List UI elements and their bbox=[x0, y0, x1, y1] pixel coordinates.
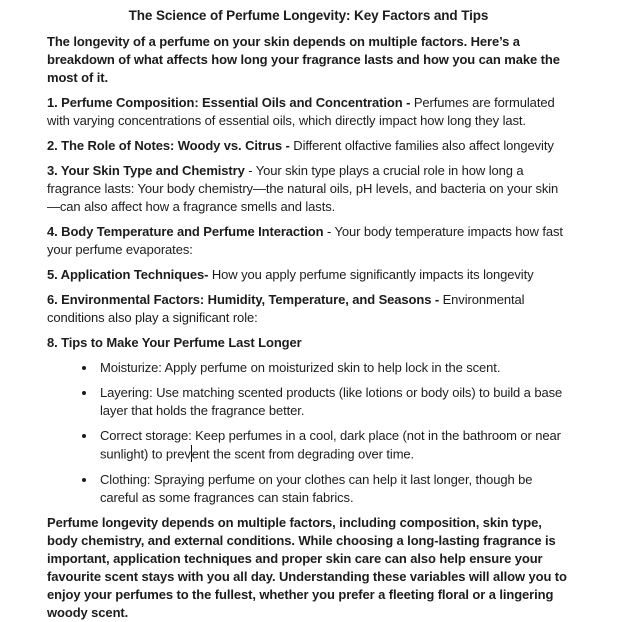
list-item bbox=[97, 384, 570, 420]
list-item bbox=[97, 471, 570, 507]
section-6-lead: 6. Environmental Factors: Humidity, Temperature, and Seasons - bbox=[47, 292, 440, 307]
section-paragraph-3 bbox=[47, 162, 570, 216]
section-1-lead: 1. Perfume Composition: Essential Oils and Concentration - bbox=[47, 95, 411, 110]
section-5-lead: 5. Application Techniques- bbox=[47, 267, 209, 282]
tip-clothing: Clothing: Spraying perfume on your clothes can help it last longer, though be careful as some fragrances can stain fabrics. bbox=[100, 471, 533, 505]
list-item bbox=[97, 427, 570, 464]
section-2-body: Different olfactive families also affect longevity bbox=[289, 138, 554, 153]
list-item bbox=[97, 359, 570, 377]
section-1-body: Perfumes are formulated with varying concentrations of essential oils, which directly impact how long they last. bbox=[47, 95, 555, 128]
page-title: The Science of Perfume Longevity: Key Factors and Tips bbox=[128, 8, 489, 23]
tip-storage-after-caret: ent the scent from degrading over time. bbox=[191, 446, 415, 462]
section-4-body: - Your body temperature impacts how fast your perfume evaporates: bbox=[47, 224, 563, 257]
section-5-body: How you apply perfume significantly impacts its longevity bbox=[208, 267, 534, 282]
section-paragraph-6 bbox=[47, 291, 570, 327]
intro-paragraph: The longevity of a perfume on your skin depends on multiple factors. Here’s a breakdown of what affects how long your fragrance lasts and how you can make the most of it. bbox=[47, 34, 560, 85]
section-6-body: Environmental conditions also play a significant role: bbox=[47, 292, 525, 325]
tips-list bbox=[47, 359, 570, 507]
section-2-lead: 2. The Role of Notes: Woody vs. Citrus - bbox=[47, 138, 290, 153]
tip-layering: Layering: Use matching scented products (like lotions or body oils) to build a base layer that holds the fragrance better. bbox=[100, 385, 563, 418]
tips-heading: 8. Tips to Make Your Perfume Last Longer bbox=[47, 335, 302, 350]
section-3-lead: 3. Your Skin Type and Chemistry bbox=[47, 163, 245, 178]
section-paragraph-4 bbox=[47, 223, 570, 259]
conclusion-paragraph: Perfume longevity depends on multiple factors, including composition, skin type, body chemistry, and external conditions. While choosing a long-lasting fragrance is important, application techniques and proper skin care can also help ensure your favourite scent stays with you all day. Understanding these variables will allow you to enjoy your perfumes to the fullest, whether you prefer a fleeting floral or a lingering woody scent. bbox=[47, 514, 567, 620]
section-paragraph-2 bbox=[47, 137, 570, 155]
section-3-body: - Your skin type plays a crucial role in how long a fragrance lasts: Your body chemistry—the natural oils, pH levels, and bacteria on your skin—can also affect how a fragrance smells and lasts. bbox=[47, 163, 559, 214]
section-4-lead: 4. Body Temperature and Perfume Interaction bbox=[47, 224, 324, 239]
section-paragraph-5 bbox=[47, 266, 570, 284]
tip-storage-before-caret: Correct storage: Keep perfumes in a cool, dark place (not in the bathroom or near sunlight) to prev bbox=[100, 428, 561, 462]
tip-moisturize: Moisturize: Apply perfume on moisturized skin to help lock in the scent. bbox=[100, 360, 501, 375]
section-paragraph-1 bbox=[47, 94, 570, 130]
